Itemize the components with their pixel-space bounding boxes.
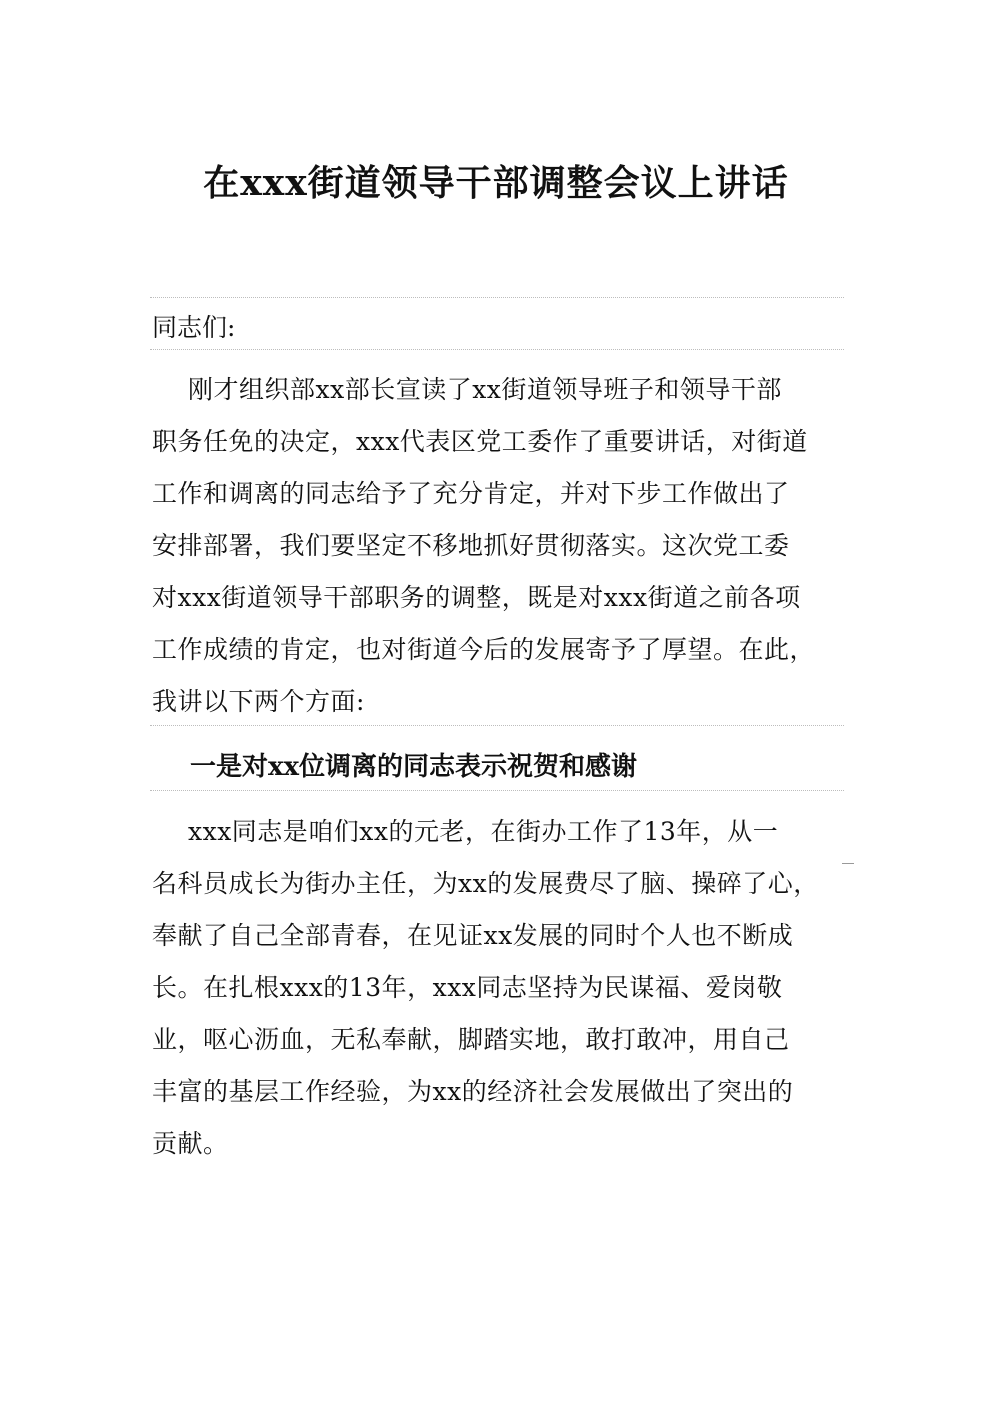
- paragraph-line: 刚才组织部xx部长宣读了xx街道领导班子和领导干部: [188, 375, 782, 404]
- paragraph-line: 长。在扎根xxx的13年，xxx同志坚持为民谋福、爱岗敬: [152, 973, 783, 1002]
- paragraph-line: 丰富的基层工作经验，为xx的经济社会发展做出了突出的: [152, 1077, 794, 1106]
- divider: [150, 725, 844, 726]
- section-heading: 一是对xx位调离的同志表示祝贺和感谢: [190, 752, 638, 782]
- paragraph-line: 职务任免的决定，xxx代表区党工委作了重要讲话，对街道: [152, 427, 808, 456]
- document-title: 在xxx街道领导干部调整会议上讲话: [203, 162, 789, 204]
- paragraph-line: 奉献了自己全部青春，在见证xx发展的同时个人也不断成: [152, 921, 794, 950]
- paragraph-line: xxx同志是咱们xx的元老，在街办工作了13年，从一: [188, 817, 779, 846]
- paragraph-line: 我讲以下两个方面:: [152, 687, 365, 716]
- divider: [150, 297, 844, 298]
- paragraph-line: 贡献。: [152, 1129, 229, 1158]
- paragraph-line: 工作和调离的同志给予了充分肯定，并对下步工作做出了: [152, 479, 790, 508]
- paragraph-line: 对xxx街道领导干部职务的调整，既是对xxx街道之前各项: [152, 583, 801, 612]
- divider: [150, 349, 844, 350]
- salutation: 同志们:: [152, 313, 236, 342]
- paragraph-line: 工作成绩的肯定，也对街道今后的发展寄予了厚望。在此，: [152, 635, 816, 664]
- margin-mark: [842, 863, 854, 864]
- divider: [150, 790, 844, 791]
- paragraph-line: 名科员成长为街办主任，为xx的发展费尽了脑、操碎了心，: [152, 869, 819, 898]
- paragraph-line: 安排部署，我们要坚定不移地抓好贯彻落实。这次党工委: [152, 531, 790, 560]
- paragraph-intro: [152, 364, 852, 728]
- paragraph-section-1: [152, 806, 852, 1170]
- paragraph-line: 业，呕心沥血，无私奉献，脚踏实地，敢打敢冲，用自己: [152, 1025, 790, 1054]
